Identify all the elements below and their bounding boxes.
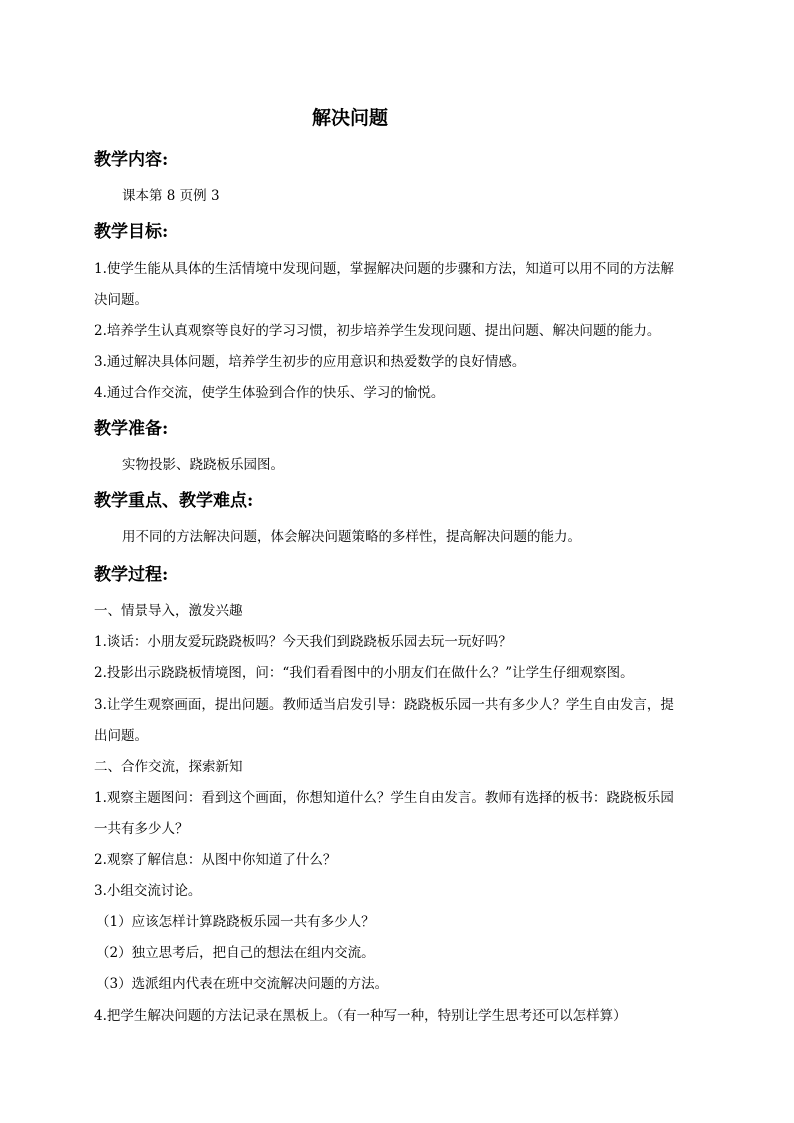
section-2-item-1-line-2: 一共有多少人？ — [94, 821, 189, 837]
prep-text: 实物投影、跷跷板乐园图。 — [122, 457, 284, 473]
section-2-item-4: 4.把学生解决问题的方法记录在黑板上。（有一种写一种，特别让学生思考还可以怎样算） — [94, 1008, 627, 1024]
section-1-item-1: 1.谈话：小朋友爱玩跷跷板吗？今天我们到跷跷板乐园去玩一玩好吗？ — [94, 634, 512, 650]
heading-key-points: 教学重点、教学难点: — [94, 491, 254, 511]
goal-4: 4.通过合作交流，使学生体验到合作的快乐、学习的愉悦。 — [94, 385, 445, 401]
section-2-item-3-sub-3: （3）选派组内代表在班中交流解决问题的方法。 — [96, 976, 389, 992]
section-1-item-3-line-1: 3.让学生观察画面，提出问题。教师适当启发引导：跷跷板乐园一共有多少人？学生自由发言，提 — [94, 697, 674, 713]
key-points-text: 用不同的方法解决问题，体会解决问题策略的多样性，提高解决问题的能力。 — [122, 529, 581, 545]
section-2-item-2: 2.观察了解信息：从图中你知道了什么？ — [94, 852, 337, 868]
goal-3: 3.通过解决具体问题，培养学生初步的应用意识和热爱数学的良好情感。 — [94, 354, 526, 370]
section-2-item-1-line-1: 1.观察主题图问：看到这个画面，你想知道什么？学生自由发言。教师有选择的板书：跷跷板乐园 — [94, 790, 674, 806]
heading-teaching-goals: 教学目标: — [94, 222, 169, 242]
section-2-item-3-sub-1: （1）应该怎样计算跷跷板乐园一共有多少人？ — [96, 914, 375, 930]
goal-1-line-1: 1.使学生能从具体的生活情境中发现问题，掌握解决问题的步骤和方法，知道可以用不同的方法解 — [94, 261, 674, 277]
section-1-title: 一、情景导入，激发兴趣 — [94, 603, 243, 619]
goal-1-line-2: 决问题。 — [94, 292, 148, 308]
heading-teaching-prep: 教学准备: — [94, 419, 169, 439]
section-1-item-2: 2.投影出示跷跷板情境图，问：“我们看看图中的小朋友们在做什么？”让学生仔细观察图。 — [94, 665, 634, 681]
heading-teaching-process: 教学过程: — [94, 565, 169, 585]
section-2-title: 二、合作交流，探索新知 — [94, 759, 243, 775]
document-title: 解决问题 — [311, 107, 388, 129]
section-2-item-3-sub-2: （2）独立思考后，把自己的想法在组内交流。 — [96, 945, 375, 961]
content-text: 课本第 8 页例 3 — [122, 188, 220, 204]
goal-2: 2.培养学生认真观察等良好的学习习惯，初步培养学生发现问题、提出问题、解决问题的能力。 — [94, 323, 661, 339]
section-1-item-3-line-2: 出问题。 — [94, 728, 148, 744]
heading-teaching-content: 教学内容: — [94, 150, 169, 170]
section-2-item-3: 3.小组交流讨论。 — [94, 883, 202, 899]
